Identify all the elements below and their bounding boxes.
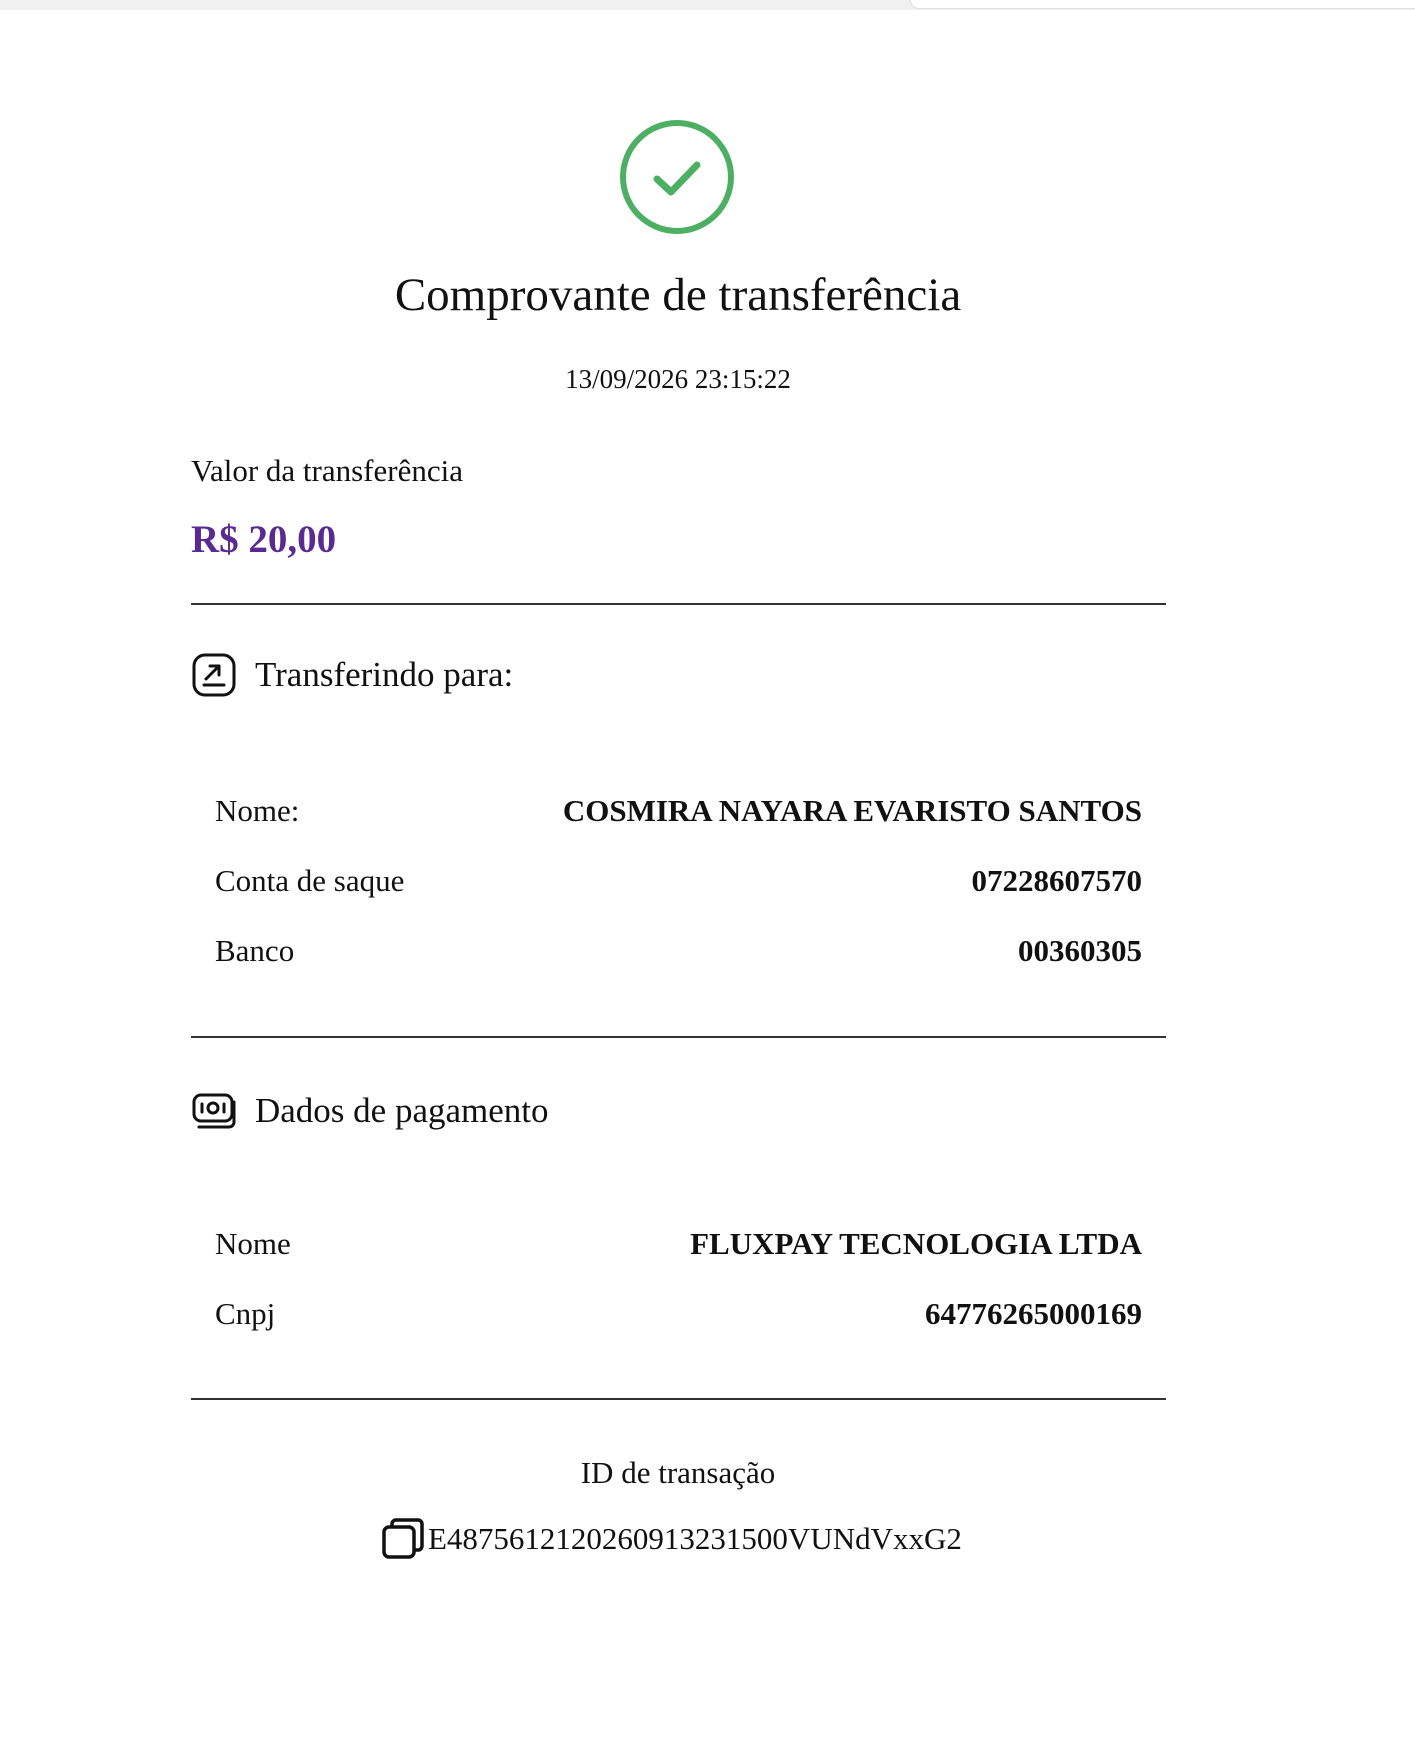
recipient-section-title: Transferindo para: [255,655,514,694]
recipient-account-row [215,862,1142,900]
external-transfer-icon [191,652,237,698]
payment-section-header [191,1087,549,1135]
money-icon [191,1088,237,1134]
recipient-name-label: Nome: [215,793,300,828]
recipient-account-label: Conta de saque [215,863,405,898]
recipient-name-value: COSMIRA NAYARA EVARISTO SANTOS [562,793,1142,828]
recipient-bank-row [215,932,1142,970]
transaction-id-label: ID de transação [580,1455,776,1490]
amount-label: Valor da transferência [191,453,463,488]
transaction-id-value: E4875612120260913231500VUNdVxxG2 [428,1521,962,1556]
payment-cnpj-value: 64776265000169 [925,1296,1142,1331]
payment-cnpj-label: Cnpj [215,1296,276,1331]
recipient-section-header [191,651,513,699]
recipient-bank-label: Banco [215,933,295,968]
copy-icon[interactable] [382,1518,424,1560]
transfer-datetime: 13/09/2026 23:15:22 [565,364,791,394]
divider [191,1398,1166,1400]
payment-name-value: FLUXPAY TECNOLOGIA LTDA [690,1226,1142,1261]
page-title: Comprovante de transferência [394,269,962,321]
transaction-id-row [382,1518,962,1560]
recipient-account-value: 07228607570 [971,863,1142,898]
recipient-name-row [215,792,1142,830]
recipient-bank-value: 00360305 [1018,933,1142,968]
amount-value: R$ 20,00 [191,518,337,561]
payment-name-label: Nome [215,1226,291,1261]
divider [191,603,1166,605]
check-circle-icon [619,119,735,235]
divider [191,1036,1166,1038]
payment-cnpj-row [215,1295,1142,1333]
payment-name-row [215,1225,1142,1263]
payment-section-title: Dados de pagamento [255,1091,549,1130]
